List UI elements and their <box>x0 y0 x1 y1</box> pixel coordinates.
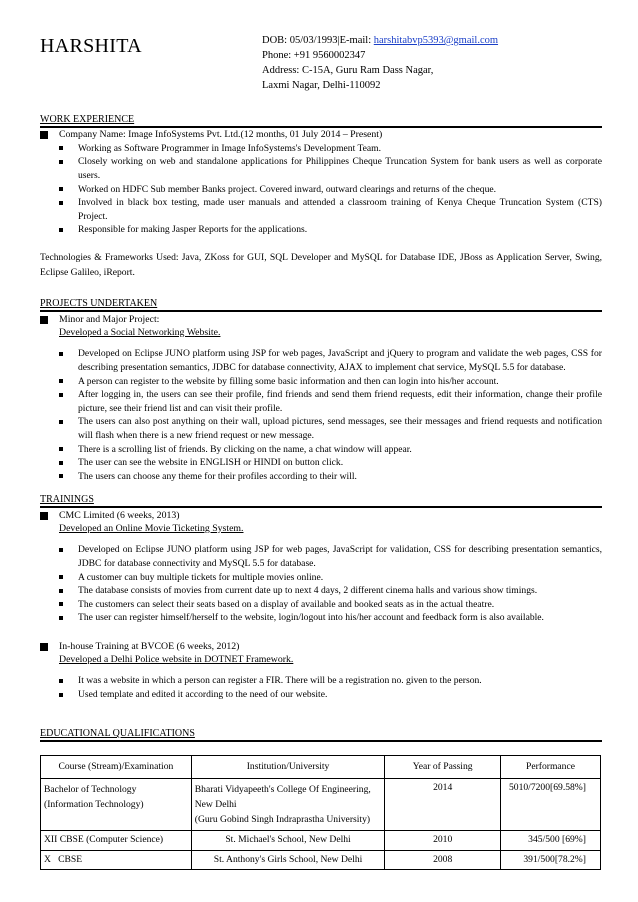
list-item: Involved in black box testing, made user manuals and attended a classroom training of Kenya Cheque Truncation System (CTS) Project. <box>40 196 602 223</box>
list-item: The user can register himself/herself to the website, login/logout into his/her account and feedback form is also available. <box>40 611 602 625</box>
technologies-label: Technologies & Frameworks Used: <box>40 252 179 263</box>
dob-email-line <box>262 33 498 48</box>
table-row <box>41 779 601 831</box>
table-row <box>41 850 601 869</box>
list-item: The database consists of movies from current date up to next 4 days, 2 different cinema halls and various show timings. <box>40 584 602 598</box>
technologies-text: Java, ZKoss for GUI, SQL Developer and MySQL for Database IDE, JBoss as Application Server, Swing, Eclipse Galileo, iReport. <box>40 252 603 278</box>
performance-cell: 345/500 [69%] <box>501 831 601 850</box>
list-item: Developed on Eclipse JUNO platform using JSP for web pages, JavaScript and jQuery to program and validate the web pages, CSS for describing presentation semantics, JDBC for database connectivity, AJAX to implement chat service, MySQL 5.5 for database. <box>40 347 602 374</box>
list-item: The customers can select their seats based on a display of available and booked seats as in the actual theatre. <box>40 598 602 612</box>
course-cell: X CBSE <box>41 850 192 869</box>
course-cell <box>41 779 192 831</box>
institution-line: Bharati Vidyapeeth's College Of Engineering, <box>194 784 371 796</box>
section-divider <box>40 126 602 128</box>
square-bullet-icon <box>40 512 48 520</box>
trainings-heading: TRAININGS <box>40 494 94 505</box>
training-bullet-list <box>40 674 602 701</box>
institution-cell <box>191 779 385 831</box>
training-subtitle: Developed an Online Movie Ticketing System. <box>59 522 244 534</box>
company-name: Company Name: Image InfoSystems Pvt. Ltd. <box>59 129 241 140</box>
course-line: Bachelor of Technology <box>44 784 137 796</box>
contact-block <box>262 33 498 93</box>
course-line: (Information Technology) <box>44 799 144 811</box>
education-heading: EDUCATIONAL QUALIFICATIONS <box>40 728 195 739</box>
list-item: The users can also post anything on their wall, upload pictures, send messages, see their messages and friend requests and notification will flash when there is a new friend request or new message. <box>40 415 602 442</box>
square-bullet-icon <box>40 643 48 651</box>
address-line-2: Laxmi Nagar, Delhi-110092 <box>262 80 381 91</box>
list-item: There is a scrolling list of friends. By clicking on the name, a chat window will appear. <box>40 443 602 457</box>
performance-cell: 391/500[78.2%] <box>501 850 601 869</box>
company-duration: (12 months, 01 July 2014 – Present) <box>240 129 383 140</box>
project-subtitle: Developed a Social Networking Website. <box>59 326 221 338</box>
square-bullet-icon <box>40 131 48 139</box>
list-item: The user can see the website in ENGLISH or HINDI on button click. <box>40 456 602 470</box>
list-item: The users can choose any theme for their profiles according to their will. <box>40 470 602 484</box>
institution-cell: St. Anthony's Girls School, New Delhi <box>191 850 385 869</box>
section-divider <box>40 310 602 312</box>
company-line <box>59 129 602 142</box>
list-item: A person can register to the website by filling some basic information and then can login into his/her account. <box>40 375 602 389</box>
work-bullet-list <box>40 142 602 237</box>
table-header-row <box>41 756 601 779</box>
square-bullet-icon <box>40 316 48 324</box>
project-entry <box>40 314 602 483</box>
institution-line: (Guru Gobind Singh Indraprastha University) <box>194 814 371 826</box>
training-bullet-list <box>40 543 602 625</box>
list-item: It was a website in which a person can register a FIR. There will be a registration no. given to the person. <box>40 674 602 688</box>
list-item: Responsible for making Jasper Reports for the applications. <box>40 223 602 237</box>
project-heading: Minor and Major Project: <box>59 314 160 325</box>
column-header: Performance <box>501 756 601 779</box>
technologies-paragraph <box>40 250 602 280</box>
phone-line: Phone: +91 9560002347 <box>262 50 366 61</box>
training-heading: In-house Training at BVCOE (6 weeks, 2012) <box>59 641 240 652</box>
year-cell: 2014 <box>385 779 501 831</box>
project-bullet-list <box>40 347 602 483</box>
list-item: After logging in, the users can see their profile, find friends and send them friend requests, edit their information, change their profile picture, see their friend list and can visit their profile. <box>40 388 602 415</box>
table-row <box>41 831 601 850</box>
institution-line: New Delhi <box>194 799 237 811</box>
list-item: Worked on HDFC Sub member Banks project. Covered inward, outward clearings and returns of the cheque. <box>40 183 602 197</box>
education-table <box>40 755 601 870</box>
dob-label: DOB: 05/03/1993|E-mail: <box>262 35 374 46</box>
list-item: Closely working on web and standalone applications for Philippines Cheque Truncation System for bank users as well as corporate users. <box>40 155 602 182</box>
candidate-name: HARSHITA <box>40 35 142 57</box>
section-divider <box>40 740 602 742</box>
email-link[interactable]: harshitabvp5393@gmail.com <box>373 35 499 46</box>
list-item: Developed on Eclipse JUNO platform using JSP for web pages, JavaScript for validation, CSS for describing presentation semantics, JDBC for database connectivity and MySQL 5.5 for database. <box>40 543 602 570</box>
work-experience-heading: WORK EXPERIENCE <box>40 114 135 125</box>
training-entry-cmc <box>40 510 602 625</box>
list-item: Used template and edited it according to the need of our website. <box>40 688 602 702</box>
section-divider <box>40 506 602 508</box>
institution-cell: St. Michael's School, New Delhi <box>191 831 385 850</box>
training-subtitle: Developed a Delhi Police website in DOTNET Framework. <box>59 653 294 665</box>
list-item: A customer can buy multiple tickets for multiple movies online. <box>40 571 602 585</box>
training-entry-bvcoe <box>40 641 602 702</box>
work-entry <box>40 129 602 237</box>
list-item: Working as Software Programmer in Image InfoSystems's Development Team. <box>40 142 602 156</box>
course-cell: XII CBSE (Computer Science) <box>41 831 192 850</box>
training-heading: CMC Limited (6 weeks, 2013) <box>59 510 180 521</box>
column-header: Institution/University <box>191 756 385 779</box>
column-header: Course (Stream)/Examination <box>41 756 192 779</box>
projects-heading: PROJECTS UNDERTAKEN <box>40 298 158 309</box>
year-cell: 2010 <box>385 831 501 850</box>
column-header: Year of Passing <box>385 756 501 779</box>
address-line-1: Address: C-15A, Guru Ram Dass Nagar, <box>262 65 434 76</box>
performance-cell: 5010/7200[69.58%] <box>501 779 601 831</box>
year-cell: 2008 <box>385 850 501 869</box>
